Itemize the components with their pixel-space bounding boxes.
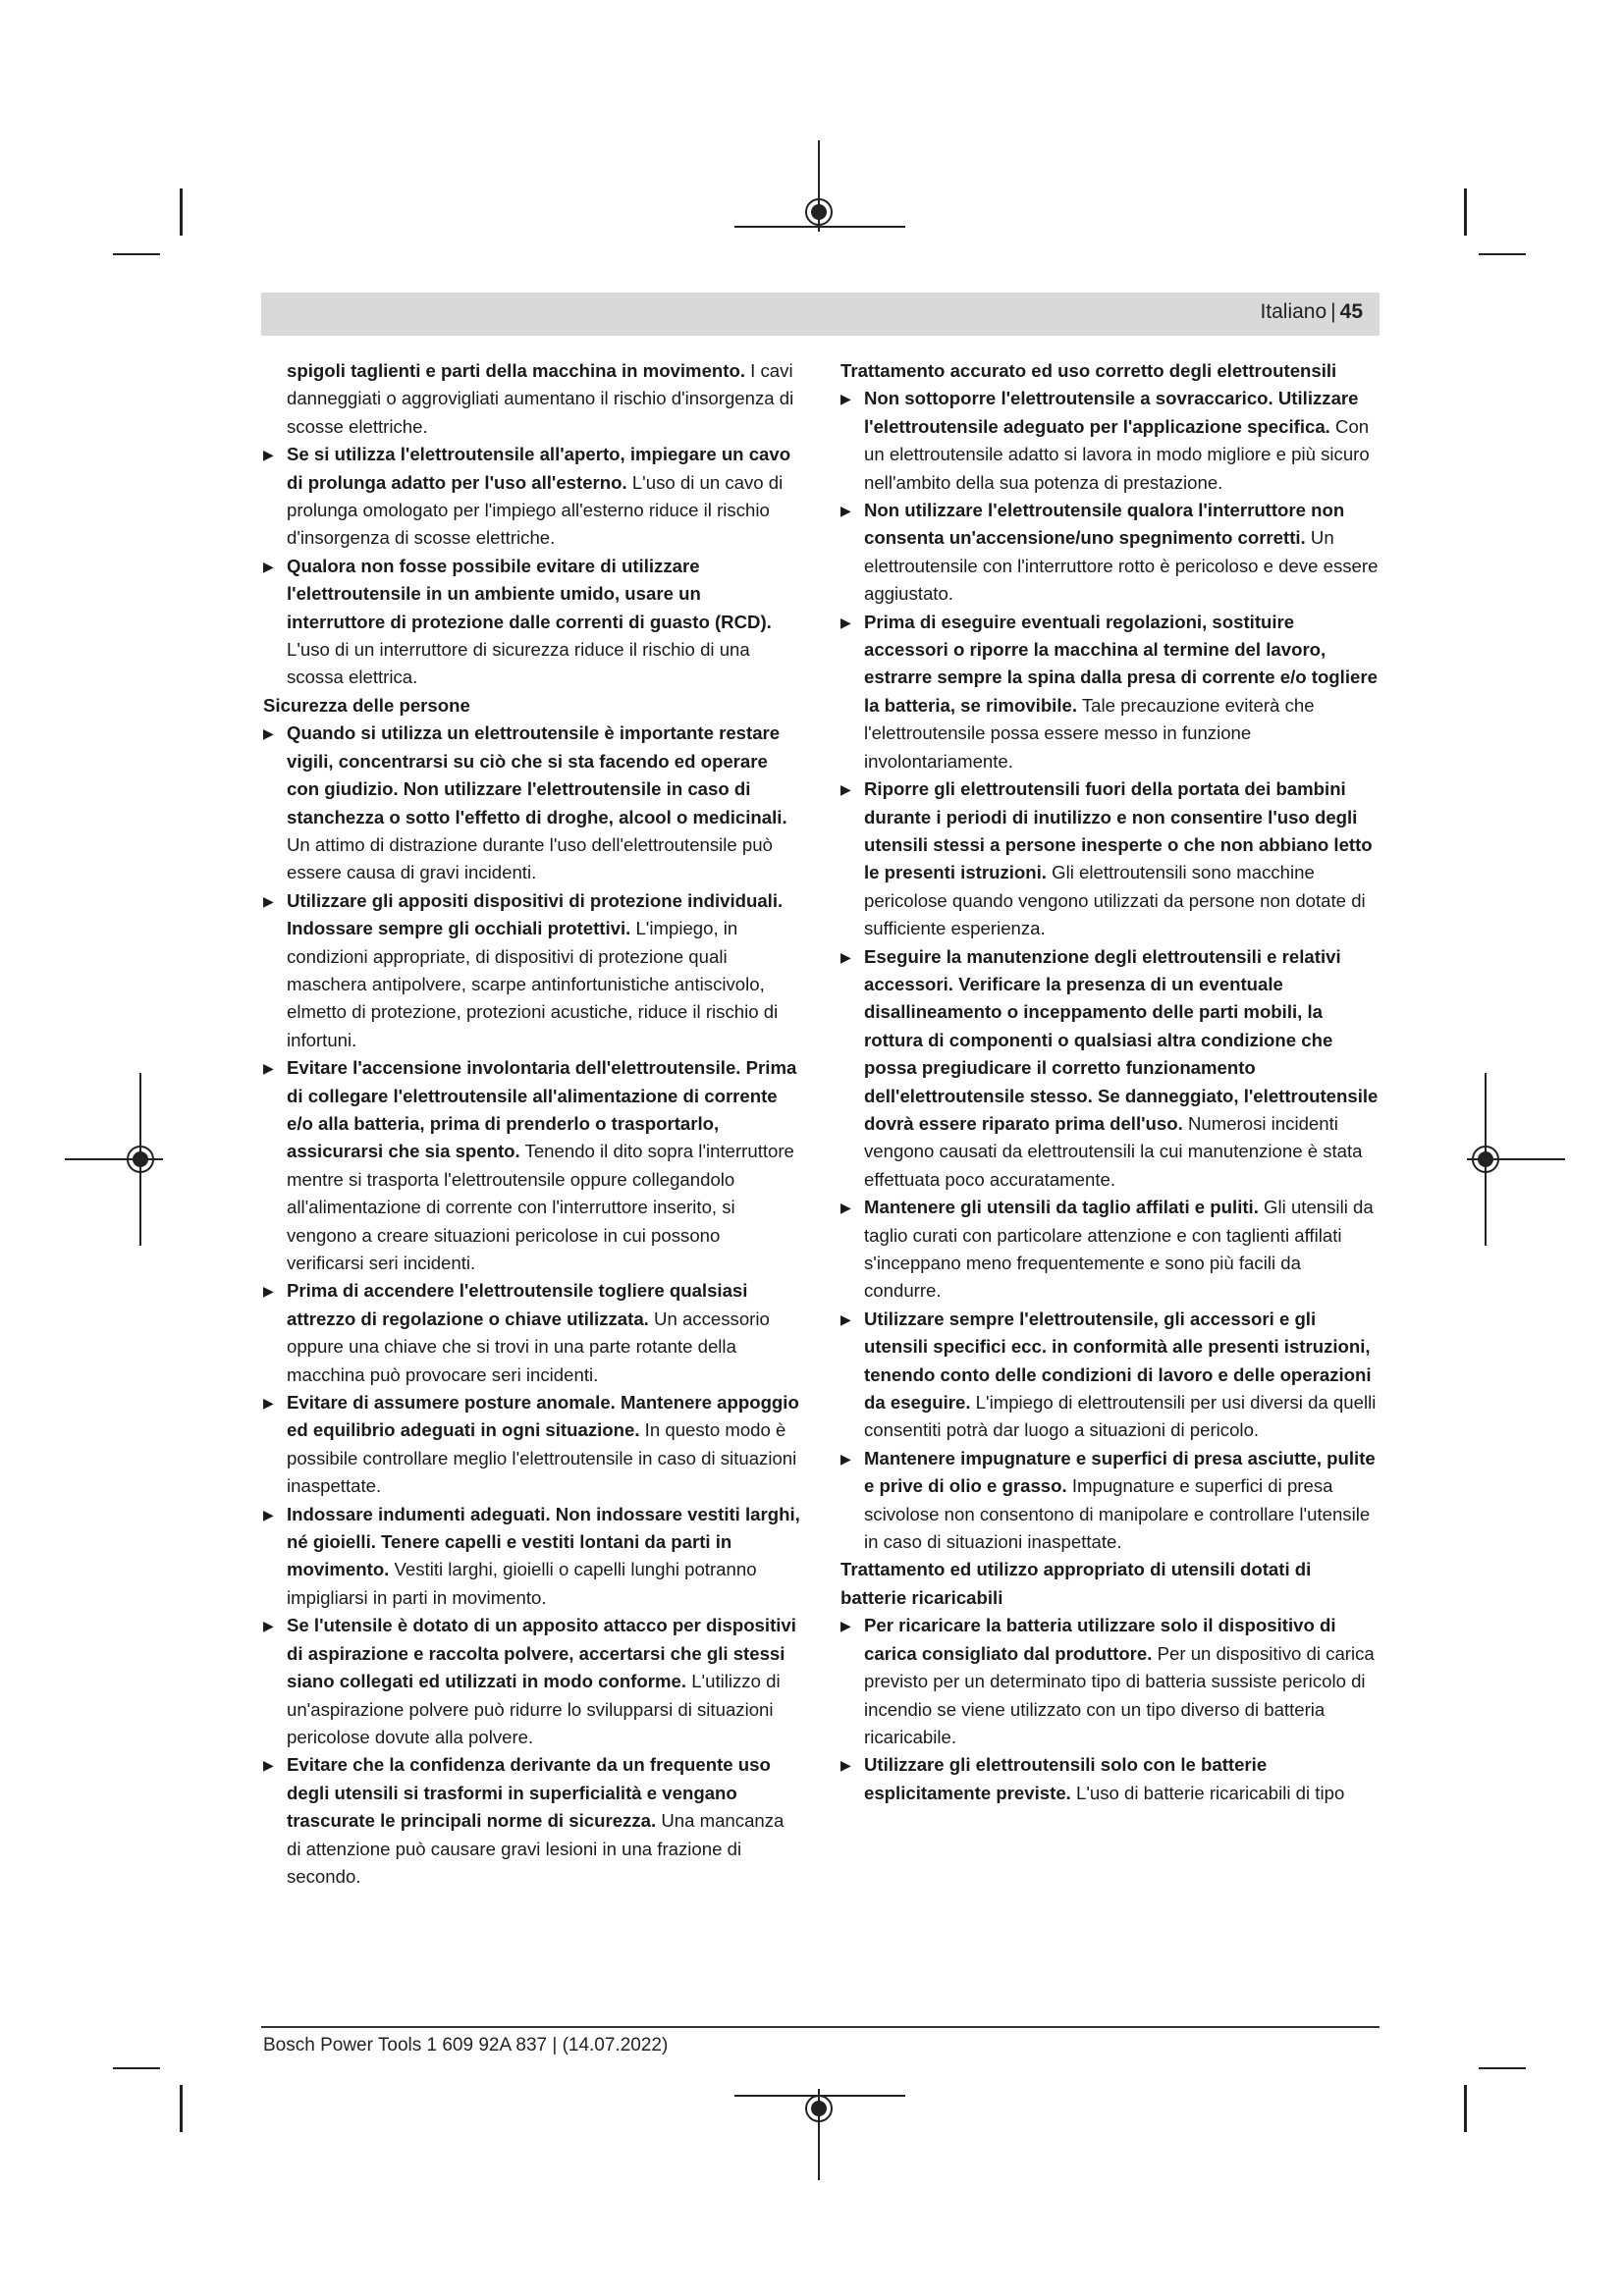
crop-mark — [1479, 2067, 1526, 2069]
registration-target-icon — [805, 2095, 833, 2122]
intro-paragraph: spigoli taglienti e parti della macchina in movimento. I cavi danneggiati o aggrovigliati aumentano il rischio d'insorgenza di scosse elettriche. — [287, 360, 794, 437]
list-item: ▶ Non utilizzare l'elettroutensile qualora l'interruttore non consenta un'accensione/uno spegnimento corretti. Un elettroutensile con l'interruttore rotto è pericoloso e deve essere aggiustato. — [840, 497, 1379, 609]
crop-mark — [1464, 2085, 1467, 2132]
crop-mark — [1479, 253, 1526, 255]
section-heading: Sicurezza delle persone — [263, 694, 470, 716]
crop-mark — [180, 2085, 183, 2132]
page-label: Italiano | 45 — [1260, 300, 1363, 323]
list-item: ▶ Se si utilizza l'elettroutensile all'aperto, impiegare un cavo di prolunga adatto per l'uso all'esterno. L'uso di un cavo di prolunga omologato per l'impiego all'esterno riduce il rischio d'insorgenza di scosse elettriche. — [263, 441, 801, 553]
list-item: ▶ Indossare indumenti adeguati. Non indossare vestiti larghi, né gioielli. Tenere capelli e vestiti lontani da parti in movimento. Vestiti larghi, gioielli o capelli lunghi potranno impigliarsi in parti in movimento. — [263, 1501, 801, 1613]
section-heading: Trattamento ed utilizzo appropriato di utensili dotati di batterie ricaricabili — [840, 1559, 1312, 1608]
crop-mark — [113, 2067, 160, 2069]
footer-divider — [261, 2026, 1380, 2028]
list-item: ▶ Qualora non fosse possibile evitare di utilizzare l'elettroutensile in un ambiente umido, usare un interruttore di protezione dalle correnti di guasto (RCD). L'uso di un interruttore di sicurezza riduce il rischio di una scossa elettrica. — [263, 553, 801, 692]
left-column — [263, 357, 801, 1891]
language-label: Italiano — [1260, 300, 1327, 323]
list-item: ▶ Prima di eseguire eventuali regolazioni, sostituire accessori o riporre la macchina al termine del lavoro, estrarre sempre la spina dalla presa di corrente e/o togliere la batteria, se rimovibile. Tale precauzione eviterà che l'elettroutensile possa essere messo in funzione involontariamente. — [840, 609, 1379, 775]
section-heading: Trattamento accurato ed uso corretto degli elettroutensili — [840, 360, 1337, 381]
list-item: ▶ Utilizzare sempre l'elettroutensile, gli accessori e gli utensili specifici ecc. in conformità alle presenti istruzioni, tenendo conto delle condizioni di lavoro e delle operazioni da eseguire. L'impiego di elettroutensili per usi diversi da quelli consentiti potrà dar luogo a situazioni di pericolo. — [840, 1306, 1379, 1445]
list-item: ▶ Mantenere gli utensili da taglio affilati e puliti. Gli utensili da taglio curati con particolare attenzione e con taglienti affilati s'inceppano meno frequentemente e sono più facili da condurre. — [840, 1194, 1379, 1306]
list-item: ▶ Eseguire la manutenzione degli elettroutensili e relativi accessori. Verificare la presenza di un eventuale disallineamento o inceppamento delle parti mobili, la rottura di componenti o qualsiasi altra condizione che possa pregiudicare il corretto funzionamento dell'elettroutensile stesso. Se danneggiato, l'elettroutensile dovrà essere riparato prima dell'uso. Numerosi incidenti vengono causati da elettroutensili la cui manutenzione è stata effettuata poco accuratamente. — [840, 943, 1379, 1195]
list-item: ▶ Prima di accendere l'elettroutensile togliere qualsiasi attrezzo di regolazione o chiave utilizzata. Un accessorio oppure una chiave che si trovi in una parte rotante della macchina può provocare seri incidenti. — [263, 1277, 801, 1389]
page-header — [261, 293, 1380, 336]
list-item: ▶ Riporre gli elettroutensili fuori della portata dei bambini durante i periodi di inutilizzo e non consentire l'uso degli utensili stessi a persone inesperte o che non abbiano letto le presenti istruzioni. Gli elettroutensili sono macchine pericolose quando vengono utilizzati da persone non dotate di sufficiente esperienza. — [840, 775, 1379, 942]
list-item: ▶ Non sottoporre l'elettroutensile a sovraccarico. Utilizzare l'elettroutensile adeguato per l'applicazione specifica. Con un elettroutensile adatto si lavora in modo migliore e più sicuro nell'ambito della sua potenza di prestazione. — [840, 385, 1379, 497]
footer-text: Bosch Power Tools 1 609 92A 837 | (14.07.2022) — [263, 2035, 669, 2056]
list-item: ▶ Quando si utilizza un elettroutensile è importante restare vigili, concentrarsi su ciò che si sta facendo ed operare con giudizio. Non utilizzare l'elettroutensile in caso di stanchezza o sotto l'effetto di droghe, alcool o medicinali. Un attimo di distrazione durante l'uso dell'elettroutensile può essere causa di gravi incidenti. — [263, 720, 801, 886]
list-item: ▶ Utilizzare gli appositi dispositivi di protezione individuali. Indossare sempre gli occhiali protettivi. L'impiego, in condizioni appropriate, di dispositivi di protezione quali maschera antipolvere, scarpe antinfortunistiche antiscivolo, elmetto di protezione, protezioni acustiche, riduce il rischio di infortuni. — [263, 887, 801, 1054]
list-item: ▶ Utilizzare gli elettroutensili solo con le batterie esplicitamente previste. L'uso di batterie ricaricabili di tipo — [840, 1751, 1379, 1807]
list-item: ▶ Se l'utensile è dotato di un apposito attacco per dispositivi di aspirazione e raccolta polvere, accertarsi che gli stessi siano collegati ed utilizzati in modo conforme. L'utilizzo di un'aspirazione polvere può ridurre lo svilupparsi di situazioni pericolose dovute alla polvere. — [263, 1612, 801, 1751]
crop-mark — [180, 188, 183, 236]
page-number: 45 — [1339, 300, 1363, 323]
list-item: ▶ Evitare di assumere posture anomale. Mantenere appoggio ed equilibrio adeguati in ogni situazione. In questo modo è possibile controllare meglio l'elettroutensile in caso di situazioni inaspettate. — [263, 1389, 801, 1501]
right-column — [840, 357, 1379, 1807]
list-item: ▶ Per ricaricare la batteria utilizzare solo il dispositivo di carica consigliato dal produttore. Per un dispositivo di carica previsto per un determinato tipo di batteria sussiste pericolo di incendio se viene utilizzato con un tipo diverso di batteria ricaricabile. — [840, 1612, 1379, 1751]
registration-target-icon — [127, 1146, 154, 1173]
list-item: ▶ Evitare che la confidenza derivante da un frequente uso degli utensili si trasformi in superficialità e vengano trascurate le principali norme di sicurezza. Una mancanza di attenzione può causare gravi lesioni in una frazione di secondo. — [263, 1751, 801, 1891]
registration-line — [734, 226, 905, 228]
crop-mark — [1464, 188, 1467, 236]
list-item: ▶ Mantenere impugnature e superfici di presa asciutte, pulite e prive di olio e grasso. Impugnature e superfici di presa scivolose non consentono di manipolare e controllare l'utensile in caso di situazioni inaspettate. — [840, 1445, 1379, 1557]
registration-target-icon — [1472, 1146, 1499, 1173]
crop-mark — [113, 253, 160, 255]
list-item: ▶ Evitare l'accensione involontaria dell'elettroutensile. Prima di collegare l'elettroutensile all'alimentazione di corrente e/o alla batteria, prima di prenderlo o trasportarlo, assicurarsi che sia spento. Tenendo il dito sopra l'interruttore mentre si trasporta l'elettroutensile oppure collegandolo all'alimentazione di corrente con l'interruttore inserito, si vengono a creare situazioni pericolose in cui possono verificarsi seri incidenti. — [263, 1054, 801, 1277]
registration-target-icon — [805, 198, 833, 226]
